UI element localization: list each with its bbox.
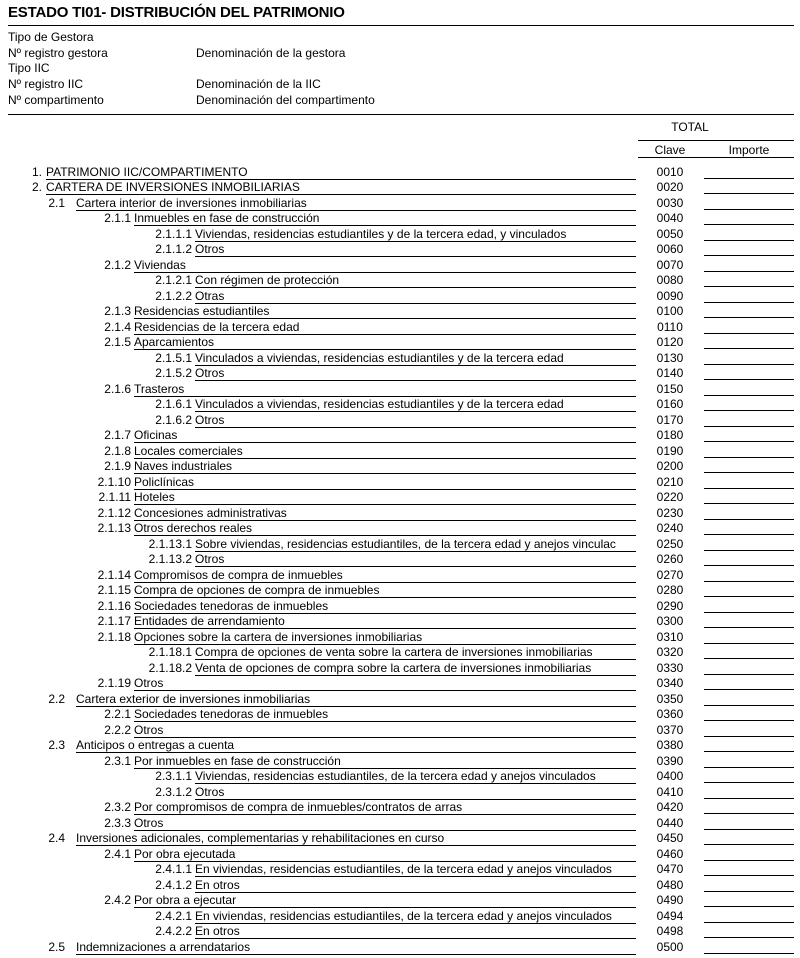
importe-field[interactable] <box>704 689 794 690</box>
importe-field[interactable] <box>704 519 794 520</box>
row-number: 2.3.1 <box>104 753 131 768</box>
table-row <box>0 568 800 584</box>
importe-field[interactable] <box>704 875 794 876</box>
row-clave: 0380 <box>656 738 684 752</box>
row-number: 2.4.2.2 <box>155 924 192 938</box>
row-clave: 0370 <box>656 722 684 737</box>
row-clave: 0340 <box>656 676 684 690</box>
table-row <box>0 831 800 847</box>
importe-field[interactable] <box>704 922 794 923</box>
row-number: 2.1.10 <box>97 474 131 489</box>
importe-field[interactable] <box>704 782 794 783</box>
importe-column-header: Importe <box>728 143 770 157</box>
row-label: Otros <box>134 816 636 831</box>
field-registro-gestora: Nº registro gestora <box>8 45 108 60</box>
importe-field[interactable] <box>704 751 794 752</box>
row-number: 2.1.8 <box>104 443 131 458</box>
row-number: 2.1.9 <box>104 459 131 473</box>
row-label: Otros <box>195 785 636 800</box>
importe-field[interactable] <box>704 658 794 659</box>
row-clave: 0490 <box>656 893 684 907</box>
row-clave: 0420 <box>656 800 684 814</box>
title-divider <box>8 25 794 26</box>
importe-field[interactable] <box>704 844 794 845</box>
row-number: 2.4.2.1 <box>155 908 192 923</box>
importe-field[interactable] <box>704 178 794 179</box>
row-clave: 0040 <box>656 211 684 225</box>
table-row <box>0 258 800 274</box>
row-clave: 0250 <box>656 536 684 551</box>
importe-field[interactable] <box>704 193 794 194</box>
importe-field[interactable] <box>704 550 794 551</box>
importe-field[interactable] <box>704 705 794 706</box>
table-row <box>0 351 800 367</box>
table-row <box>0 382 800 398</box>
row-clave: 0130 <box>656 350 684 365</box>
row-number: 2.1.6.2 <box>155 412 192 427</box>
table-row <box>0 537 800 553</box>
table-row <box>0 335 800 351</box>
row-label: Inmuebles en fase de construcción <box>134 211 636 226</box>
row-label: Otros <box>195 366 636 381</box>
importe-field[interactable] <box>704 410 794 411</box>
row-number: 2.4.1.2 <box>155 877 192 892</box>
row-clave: 0220 <box>656 490 684 504</box>
row-number: 2.1.15 <box>97 583 131 597</box>
row-number: 2.1.13.1 <box>148 536 192 551</box>
importe-field[interactable] <box>704 767 794 768</box>
row-label: PATRIMONIO IIC/COMPARTIMENTO <box>46 165 636 180</box>
row-number: 2.4 <box>48 831 65 845</box>
importe-field[interactable] <box>704 565 794 566</box>
table-row <box>0 661 800 677</box>
table-row <box>0 227 800 243</box>
row-label: Oficinas <box>134 428 636 443</box>
row-number: 2.3.2 <box>104 800 131 814</box>
table-row <box>0 211 800 227</box>
row-clave: 0290 <box>656 598 684 613</box>
table-row <box>0 862 800 878</box>
field-tipo-gestora: Tipo de Gestora <box>8 30 94 44</box>
importe-field[interactable] <box>704 271 794 272</box>
importe-field[interactable] <box>704 224 794 225</box>
row-label: Otros <box>134 723 636 738</box>
row-label: Residencias de la tercera edad <box>134 320 636 335</box>
row-number: 2.1.17 <box>97 614 131 628</box>
row-clave: 0210 <box>656 474 684 489</box>
table-row <box>0 320 800 336</box>
total-divider <box>638 140 794 141</box>
row-clave: 0500 <box>656 939 684 954</box>
row-clave: 0110 <box>657 319 683 334</box>
row-clave: 0460 <box>656 846 684 861</box>
importe-field[interactable] <box>704 255 794 256</box>
table-row <box>0 738 800 754</box>
row-clave: 0060 <box>656 242 684 256</box>
row-clave: 0140 <box>656 366 684 380</box>
row-label: En otros <box>195 924 636 939</box>
importe-field[interactable] <box>704 612 794 613</box>
row-clave: 0070 <box>656 257 684 272</box>
row-number: 2.1.5.2 <box>155 366 192 380</box>
importe-field[interactable] <box>704 860 794 861</box>
row-number: 2.1.2.2 <box>155 288 192 303</box>
row-number: 2.1.7 <box>104 428 131 442</box>
importe-field[interactable] <box>704 627 794 628</box>
table-row <box>0 273 800 289</box>
row-clave: 0440 <box>656 815 684 830</box>
row-label: Vinculados a viviendas, residencias estudiantiles y de la tercera edad <box>195 397 636 412</box>
row-number: 2.3 <box>48 738 65 752</box>
row-number: 2. <box>31 180 42 194</box>
row-clave: 0450 <box>656 831 684 845</box>
field-denominacion-iic: Denominación de la IIC <box>196 77 321 91</box>
table-row <box>0 692 800 708</box>
importe-field[interactable] <box>704 596 794 597</box>
table-row <box>0 165 800 181</box>
row-label: Policlínicas <box>134 475 636 490</box>
table-row <box>0 490 800 506</box>
row-label: Por inmuebles en fase de construcción <box>134 754 636 769</box>
table-row <box>0 196 800 212</box>
row-clave: 0160 <box>656 397 684 411</box>
importe-field[interactable] <box>704 286 794 287</box>
row-clave: 0400 <box>656 769 684 783</box>
row-number: 2.1.6.1 <box>155 397 192 411</box>
row-label: Inversiones adicionales, complementarias y rehabilitaciones en curso <box>76 831 636 846</box>
importe-field[interactable] <box>704 488 794 489</box>
table-row <box>0 459 800 475</box>
row-clave: 0410 <box>656 784 684 799</box>
table-row <box>0 552 800 568</box>
total-column-header: TOTAL <box>671 120 709 134</box>
row-label: Sociedades tenedoras de inmuebles <box>134 707 636 722</box>
table-row <box>0 521 800 537</box>
header-divider <box>8 114 794 115</box>
importe-field[interactable] <box>704 364 794 365</box>
importe-field[interactable] <box>704 379 794 380</box>
row-label: Venta de opciones de compra sobre la cartera de inversiones inmobiliarias <box>195 661 636 676</box>
row-label: Naves industriales <box>134 459 636 474</box>
table-row <box>0 785 800 801</box>
table-row <box>0 723 800 739</box>
row-number: 2.4.1.1 <box>155 862 192 876</box>
row-label: Otras <box>195 289 636 304</box>
row-number: 2.4.2 <box>104 893 131 907</box>
row-number: 2.1.1.2 <box>155 242 192 256</box>
table-row <box>0 893 800 909</box>
row-label: En viviendas, residencias estudiantiles, de la tercera edad y anejos vinculados <box>195 862 636 877</box>
importe-field[interactable] <box>704 581 794 582</box>
importe-field[interactable] <box>704 457 794 458</box>
importe-field[interactable] <box>704 472 794 473</box>
row-label: Compromisos de compra de inmuebles <box>134 568 636 583</box>
row-number: 2.1.4 <box>104 319 131 334</box>
row-clave: 0030 <box>656 195 684 210</box>
row-number: 2.1.12 <box>97 505 131 520</box>
row-number: 2.2.2 <box>104 722 131 737</box>
table-row <box>0 769 800 785</box>
row-number: 2.3.1.2 <box>155 784 192 799</box>
row-label: Residencias estudiantiles <box>134 304 636 319</box>
table-row <box>0 878 800 894</box>
row-label: Trasteros <box>134 382 636 397</box>
row-label: CARTERA DE INVERSIONES INMOBILIARIAS <box>46 180 636 195</box>
importe-field[interactable] <box>704 891 794 892</box>
row-number: 2.1.5.1 <box>155 350 192 365</box>
importe-field[interactable] <box>704 674 794 675</box>
importe-field[interactable] <box>704 829 794 830</box>
table-row <box>0 475 800 491</box>
table-row <box>0 180 800 196</box>
row-number: 2.2.1 <box>104 707 131 721</box>
row-number: 2.1 <box>48 195 65 210</box>
row-label: Indemnizaciones a arrendatarios <box>76 940 636 955</box>
row-clave: 0498 <box>656 924 684 938</box>
row-clave: 0240 <box>656 521 684 535</box>
importe-field[interactable] <box>704 953 794 954</box>
importe-field[interactable] <box>704 441 794 442</box>
row-label: Otros <box>195 413 636 428</box>
row-clave: 0100 <box>656 304 684 318</box>
field-registro-iic: Nº registro IIC <box>8 77 84 91</box>
row-number: 2.1.11 <box>98 490 131 504</box>
table-row <box>0 242 800 258</box>
row-number: 2.1.13 <box>97 521 131 535</box>
row-label: Sociedades tenedoras de inmuebles <box>134 599 636 614</box>
row-label: Cartera exterior de inversiones inmobiliarias <box>76 692 636 707</box>
table-row <box>0 614 800 630</box>
column-header-divider <box>638 157 794 158</box>
row-number: 2.1.2.1 <box>155 273 192 287</box>
row-label: Anticipos o entregas a cuenta <box>76 738 636 753</box>
row-label: Concesiones administrativas <box>134 506 636 521</box>
row-label: En otros <box>195 878 636 893</box>
importe-field[interactable] <box>704 720 794 721</box>
page-title: ESTADO TI01- DISTRIBUCIÓN DEL PATRIMONIO <box>8 4 345 21</box>
row-number: 2.3.1.1 <box>155 769 192 783</box>
row-label: Otros <box>134 676 636 691</box>
table-row <box>0 754 800 770</box>
row-label: Locales comerciales <box>134 444 636 459</box>
row-clave: 0120 <box>656 335 684 349</box>
table-row <box>0 304 800 320</box>
row-label: Por obra a ejecutar <box>134 893 636 908</box>
row-number: 2.3.3 <box>104 815 131 830</box>
row-clave: 0150 <box>656 381 684 396</box>
row-label: En viviendas, residencias estudiantiles, de la tercera edad y anejos vinculados <box>195 909 636 924</box>
row-number: 2.1.14 <box>97 567 131 582</box>
importe-field[interactable] <box>704 240 794 241</box>
table-row <box>0 630 800 646</box>
table-row <box>0 413 800 429</box>
table-row <box>0 847 800 863</box>
table-row <box>0 676 800 692</box>
row-label: Cartera interior de inversiones inmobiliarias <box>76 196 636 211</box>
row-number: 2.1.16 <box>97 598 131 613</box>
row-clave: 0320 <box>656 645 684 659</box>
table-row <box>0 397 800 413</box>
row-label: Entidades de arrendamiento <box>134 614 636 629</box>
row-number: 2.1.13.2 <box>148 552 192 566</box>
row-clave: 0230 <box>656 505 684 520</box>
row-clave: 0180 <box>656 428 684 442</box>
field-tipo-iic: Tipo IIC <box>8 61 50 75</box>
row-label: Vinculados a viviendas, residencias estudiantiles y de la tercera edad <box>195 351 636 366</box>
row-clave: 0494 <box>656 908 684 923</box>
row-label: Aparcamientos <box>134 335 636 350</box>
row-clave: 0170 <box>656 412 684 427</box>
table-row <box>0 909 800 925</box>
row-clave: 0050 <box>656 226 684 241</box>
row-number: 2.1.18.2 <box>148 660 192 675</box>
row-number: 2.1.1.1 <box>155 226 192 241</box>
table-row <box>0 800 800 816</box>
row-clave: 0090 <box>656 288 684 303</box>
row-clave: 0010 <box>656 164 684 179</box>
importe-field[interactable] <box>704 426 794 427</box>
row-clave: 0190 <box>656 443 684 458</box>
row-label: Viviendas <box>134 258 636 273</box>
row-clave: 0080 <box>656 273 684 287</box>
table-row <box>0 940 800 956</box>
row-label: Viviendas, residencias estudiantiles, de la tercera edad y anejos vinculados <box>195 769 636 784</box>
importe-field[interactable] <box>704 317 794 318</box>
row-label: Viviendas, residencias estudiantiles y de la tercera edad, y vinculados <box>195 227 636 242</box>
importe-field[interactable] <box>704 906 794 907</box>
row-label: Otros <box>195 552 636 567</box>
row-label: Otros <box>195 242 636 257</box>
table-row <box>0 583 800 599</box>
importe-field[interactable] <box>704 209 794 210</box>
row-clave: 0330 <box>656 660 684 675</box>
table-row <box>0 924 800 940</box>
importe-field[interactable] <box>704 333 794 334</box>
importe-field[interactable] <box>704 503 794 504</box>
table-row <box>0 289 800 305</box>
table-row <box>0 645 800 661</box>
row-label: Sobre viviendas, residencias estudiantiles, de la tercera edad y anejos vinculac <box>195 537 636 552</box>
row-number: 2.1.2 <box>104 257 131 272</box>
importe-field[interactable] <box>704 937 794 938</box>
row-number: 2.1.19 <box>97 676 131 690</box>
importe-field[interactable] <box>704 798 794 799</box>
row-number: 2.1.6 <box>104 381 131 396</box>
row-clave: 0280 <box>656 583 684 597</box>
row-number: 2.1.1 <box>104 211 131 225</box>
row-number: 2.2 <box>48 691 65 706</box>
table-row <box>0 707 800 723</box>
importe-field[interactable] <box>704 395 794 396</box>
row-clave: 0470 <box>656 862 684 876</box>
table-row <box>0 599 800 615</box>
row-clave: 0480 <box>656 877 684 892</box>
row-number: 2.1.5 <box>104 335 131 349</box>
row-number: 2.1.18 <box>97 629 131 644</box>
row-label: Con régimen de protección <box>195 273 636 288</box>
row-clave: 0310 <box>656 629 684 644</box>
importe-field[interactable] <box>704 348 794 349</box>
row-label: Opciones sobre la cartera de inversiones inmobiliarias <box>134 630 636 645</box>
importe-field[interactable] <box>704 736 794 737</box>
table-row <box>0 366 800 382</box>
row-label: Hoteles <box>134 490 636 505</box>
row-clave: 0300 <box>656 614 684 628</box>
row-clave: 0270 <box>656 567 684 582</box>
row-label: Por compromisos de compra de inmuebles/contratos de arras <box>134 800 636 815</box>
table-row <box>0 816 800 832</box>
row-clave: 0360 <box>656 707 684 721</box>
row-number: 2.1.18.1 <box>148 645 192 659</box>
field-denominacion-compartimento: Denominación del compartimento <box>196 92 375 107</box>
row-number: 2.4.1 <box>104 846 131 861</box>
row-clave: 0390 <box>656 753 684 768</box>
row-clave: 0350 <box>656 691 684 706</box>
row-label: Compra de opciones de compra de inmuebles <box>134 583 636 598</box>
row-number: 2.1.3 <box>104 304 131 318</box>
field-denominacion-gestora: Denominación de la gestora <box>196 45 346 60</box>
importe-field[interactable] <box>704 813 794 814</box>
importe-field[interactable] <box>704 643 794 644</box>
table-row <box>0 506 800 522</box>
clave-column-header: Clave <box>654 143 686 157</box>
row-number: 1. <box>31 164 42 179</box>
row-number: 2.5 <box>48 939 65 954</box>
row-label: Por obra ejecutada <box>134 847 636 862</box>
table-row <box>0 444 800 460</box>
row-clave: 0020 <box>656 180 684 194</box>
row-clave: 0260 <box>656 552 684 566</box>
table-row <box>0 428 800 444</box>
field-compartimento: Nº compartimento <box>8 92 104 107</box>
row-clave: 0200 <box>656 459 684 473</box>
row-label: Otros derechos reales <box>134 521 636 536</box>
row-label: Compra de opciones de venta sobre la cartera de inversiones inmobiliarias <box>195 645 636 660</box>
importe-field[interactable] <box>704 534 794 535</box>
importe-field[interactable] <box>704 302 794 303</box>
